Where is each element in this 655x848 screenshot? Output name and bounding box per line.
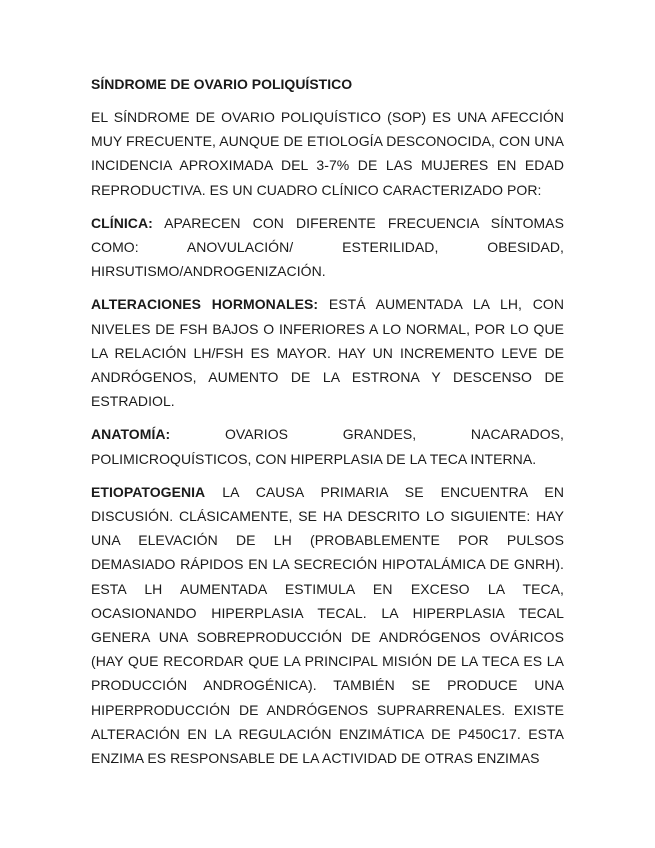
anatomia-heading: ANATOMÍA: xyxy=(91,426,171,443)
document-title: SÍNDROME DE OVARIO POLIQUÍSTICO xyxy=(91,76,353,92)
intro-paragraph: EL SÍNDROME DE OVARIO POLIQUÍSTICO (SOP) ES UNA AFECCIÓN MUY FRECUENTE, AUNQUE DE ETIOLOGÍA DESCONOCIDA, CON UNA INCIDENCIA APROXIMADA DEL 3-7% DE LAS MUJERES EN EDAD REPRODUCTIVA. ES UN CUADRO CLÍNICO CARACTERIZADO POR: xyxy=(91,109,564,198)
anatomia-text: OVARIOS GRANDES, NACARADOS, POLIMICROQUÍSTICOS, CON HIPERPLASIA DE LA TECA INTERNA. xyxy=(91,426,564,467)
clinica-paragraph xyxy=(91,211,564,284)
hormonales-paragraph xyxy=(91,292,564,413)
clinica-heading: CLÍNICA: xyxy=(91,214,153,231)
etiopatogenia-paragraph xyxy=(91,480,564,770)
etiopatogenia-heading: ETIOPATOGENIA xyxy=(91,483,206,500)
etiopatogenia-text: LA CAUSA PRIMARIA SE ENCUENTRA EN DISCUSIÓN. CLÁSICAMENTE, SE HA DESCRITO LO SIGUIENTE: HAY UNA ELEVACIÓN DE LH (PROBABLEMENTE POR PULSOS DEMASIADO RÁPIDOS EN LA SECRECIÓN HIPOTALÁMICA DE GNRH). ESTA LH AUMENTADA ESTIMULA EN EXCESO LA TECA, OCASIONANDO HIPERPLASIA TECAL. LA HIPERPLASIA TECAL GENERA UNA SOBREPRODUCCIÓN DE ANDRÓGENOS OVÁRICOS (HAY QUE RECORDAR QUE LA PRINCIPAL MISIÓN DE LA TECA ES LA PRODUCCIÓN ANDROGÉNICA). TAMBIÉN SE PRODUCE UNA HIPERPRODUCCIÓN DE ANDRÓGENOS SUPRARRENALES. EXISTE ALTERACIÓN EN LA REGULACIÓN ENZIMÁTICA DE P450C17. ESTA ENZIMA ES RESPONSABLE DE LA ACTIVIDAD DE OTRAS ENZIMAS xyxy=(91,483,564,767)
hormonales-heading: ALTERACIONES HORMONALES: xyxy=(91,296,319,313)
hormonales-text: ESTÁ AUMENTADA LA LH, CON NIVELES DE FSH BAJOS O INFERIORES A LO NORMAL, POR LO QUE LA RELACIÓN LH/FSH ES MAYOR. HAY UN INCREMENTO LEVE DE ANDRÓGENOS, AUMENTO DE LA ESTRONA Y DESCENSO DE ESTRADIOL. xyxy=(91,296,564,410)
document-page xyxy=(91,74,564,779)
clinica-text: APARECEN CON DIFERENTE FRECUENCIA SÍNTOMAS COMO: ANOVULACIÓN/ ESTERILIDAD, OBESIDAD, HIRSUTISMO/ANDROGENIZACIÓN. xyxy=(91,214,564,280)
anatomia-paragraph xyxy=(91,422,564,470)
